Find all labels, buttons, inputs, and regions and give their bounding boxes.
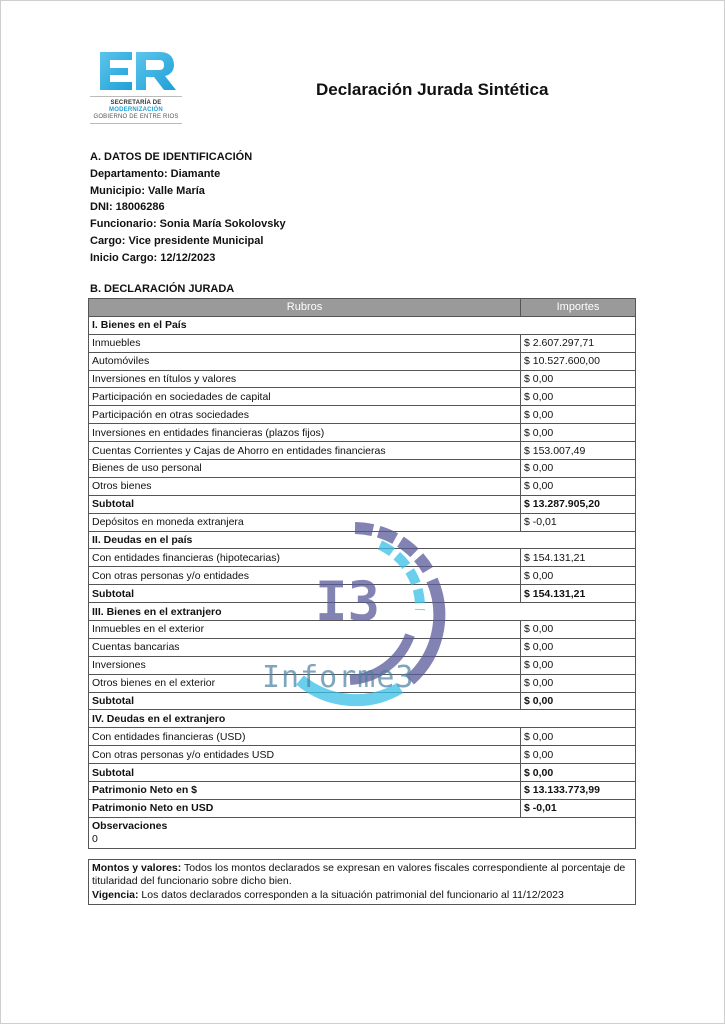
rubro-cell: Otros bienes en el exterior [89,674,521,692]
document-title: Declaración Jurada Sintética [316,80,549,99]
identification-heading: A. DATOS DE IDENTIFICACIÓN [90,151,253,163]
vigencia-text: Los datos declarados corresponden a la situación patrimonial del funcionario al 11/12/2023 [141,888,564,901]
table-row [89,442,636,460]
total-row [89,764,636,782]
rubro-cell: Subtotal [89,585,521,603]
importe-cell: $ -0,01 [521,799,636,817]
table-row [89,513,636,531]
column-header-rubros: Rubros [89,299,521,317]
field-funcionario: Funcionario: Sonia María Sokolovsky [90,218,286,231]
importe-cell: $ 0,00 [521,621,636,639]
section-row [89,603,636,621]
rubro-cell: Con entidades financieras (USD) [89,728,521,746]
vigencia-note [92,889,632,902]
section-row [89,316,636,334]
declaration-heading: B. DECLARACIÓN JURADA [90,283,235,295]
section-label: I. Bienes en el País [89,316,636,334]
montos-note [92,862,632,889]
rubro-cell: Cuentas Corrientes y Cajas de Ahorro en entidades financieras [89,442,521,460]
importe-cell: $ 153.007,49 [521,442,636,460]
section-label: III. Bienes en el extranjero [89,603,636,621]
table-row [89,477,636,495]
table-row [89,549,636,567]
table-row [89,406,636,424]
rubro-cell: Participación en sociedades de capital [89,388,521,406]
rubro-cell: Patrimonio Neto en USD [89,799,521,817]
rubro-cell: Inversiones [89,656,521,674]
total-row [89,495,636,513]
er-logo-mark [88,48,184,94]
rubro-cell: Con entidades financieras (hipotecarias) [89,549,521,567]
table-row [89,460,636,478]
rubro-cell: Subtotal [89,692,521,710]
logo-divider [90,96,182,97]
rubro-cell: Inversiones en títulos y valores [89,370,521,388]
importe-cell: $ 0,00 [521,728,636,746]
rubro-cell: Participación en otras sociedades [89,406,521,424]
total-row [89,585,636,603]
table-row [89,567,636,585]
table-header-row [89,299,636,317]
section-label: IV. Deudas en el extranjero [89,710,636,728]
rubro-cell: Otros bienes [89,477,521,495]
rubro-cell: Con otras personas y/o entidades USD [89,746,521,764]
table-row [89,424,636,442]
rubro-cell: Con otras personas y/o entidades [89,567,521,585]
importe-cell: $ 0,00 [521,692,636,710]
importe-cell: $ 0,00 [521,674,636,692]
field-inicio-cargo: Inicio Cargo: 12/12/2023 [90,251,216,264]
importe-cell: $ -0,01 [521,513,636,531]
table-row [89,370,636,388]
declaration-table-body [89,316,636,817]
importe-cell: $ 0,00 [521,746,636,764]
table-row [89,746,636,764]
rubro-cell: Inversiones en entidades financieras (plazos fijos) [89,424,521,442]
rubro-cell: Bienes de uso personal [89,460,521,478]
importe-cell: $ 13.287.905,20 [521,495,636,513]
table-row [89,388,636,406]
rubro-cell: Cuentas bancarias [89,638,521,656]
field-cargo: Cargo: Vice presidente Municipal [90,234,264,247]
observaciones-value: 0 [92,832,98,845]
table-row [89,352,636,370]
importe-cell: $ 0,00 [521,638,636,656]
table-row [89,728,636,746]
section-row [89,531,636,549]
importe-cell: $ 10.527.600,00 [521,352,636,370]
rubro-cell: Patrimonio Neto en $ [89,782,521,800]
section-row [89,710,636,728]
rubro-cell: Automóviles [89,352,521,370]
rubro-cell: Depósitos en moneda extranjera [89,513,521,531]
total-row [89,782,636,800]
section-label: II. Deudas en el país [89,531,636,549]
table-row [89,334,636,352]
montos-text: Todos los montos declarados se expresan en valores fiscales correspondiente al porcentaje de titularidad del funcionario sobre dicho bien. [92,862,626,888]
logo-line-3: GOBIERNO DE ENTRE RIOS [93,114,179,120]
column-header-importes: Importes [521,299,636,317]
importe-cell: $ 0,00 [521,656,636,674]
rubro-cell: Inmuebles [89,334,521,352]
importe-cell: $ 0,00 [521,406,636,424]
importe-cell: $ 154.131,21 [521,549,636,567]
importe-cell: $ 0,00 [521,424,636,442]
table-row [89,621,636,639]
importe-cell: $ 0,00 [521,567,636,585]
total-row [89,799,636,817]
logo-line-1: SECRETARÍA DE [110,100,162,106]
montos-label: Montos y valores: [92,862,182,874]
rubro-cell: Inmuebles en el exterior [89,621,521,639]
importe-cell: $ 0,00 [521,460,636,478]
field-municipio: Municipio: Valle María [90,184,205,197]
er-logo [88,48,184,128]
importe-cell: $ 154.131,21 [521,585,636,603]
importe-cell: $ 0,00 [521,370,636,388]
importe-cell: $ 13.133.773,99 [521,782,636,800]
importe-cell: $ 0,00 [521,477,636,495]
observaciones-cell [89,817,636,848]
table-row [89,638,636,656]
logo-divider-bottom [90,123,182,124]
watermark-text: Informe3 [262,660,415,695]
rubro-cell: Subtotal [89,764,521,782]
importe-cell: $ 0,00 [521,764,636,782]
notes-box [88,859,636,905]
importe-cell: $ 2.607.297,71 [521,334,636,352]
vigencia-label: Vigencia: [92,888,139,901]
observaciones-label: Observaciones [92,819,168,832]
field-dni: DNI: 18006286 [90,201,165,214]
watermark-mark: I3 [315,570,381,633]
rubro-cell: Subtotal [89,495,521,513]
observaciones-row [89,817,636,848]
importe-cell: $ 0,00 [521,388,636,406]
declaration-table [88,298,636,849]
field-departamento: Departamento: Diamante [90,167,221,180]
identification-section [90,149,286,267]
logo-line-2: MODERNIZACIÓN [109,107,163,113]
